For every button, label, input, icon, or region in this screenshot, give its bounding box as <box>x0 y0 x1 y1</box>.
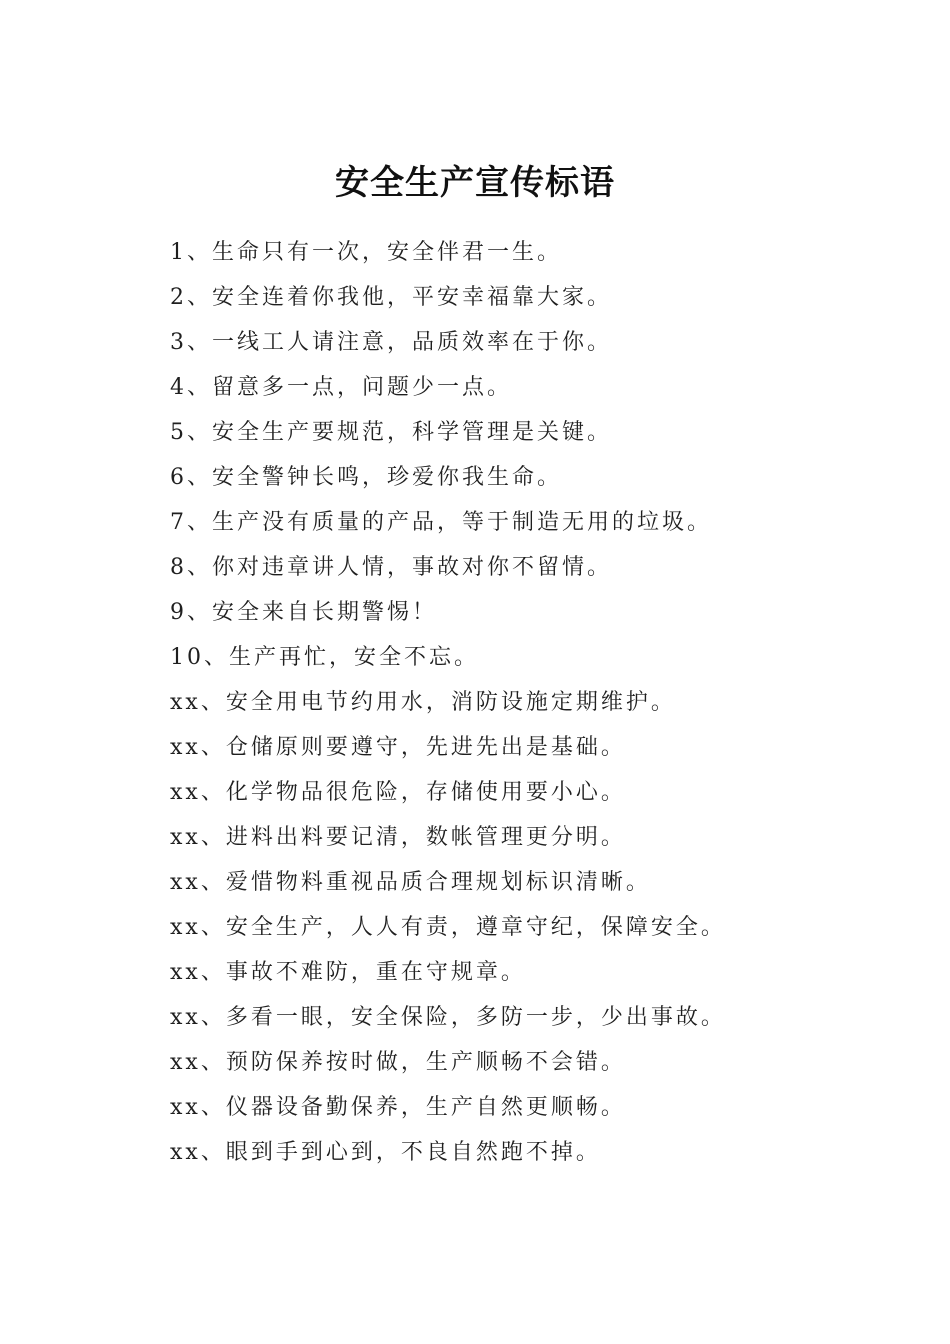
slogan-item: 9、安全来自长期警惕！ <box>170 600 437 625</box>
slogan-item: xx、眼到手到心到，不良自然跑不掉。 <box>170 1140 601 1165</box>
slogan-item: 6、安全警钟长鸣，珍爱你我生命。 <box>170 465 562 490</box>
slogan-item: 7、生产没有质量的产品，等于制造无用的垃圾。 <box>170 510 712 535</box>
slogan-item: 4、留意多一点，问题少一点。 <box>170 375 512 400</box>
slogan-item: xx、安全用电节约用水，消防设施定期维护。 <box>170 690 676 715</box>
slogan-item: xx、多看一眼，安全保险，多防一步，少出事故。 <box>170 1005 726 1030</box>
slogan-item: 10、生产再忙，安全不忘。 <box>170 645 479 670</box>
slogan-item: 3、一线工人请注意，品质效率在于你。 <box>170 330 612 355</box>
slogan-item: xx、安全生产，人人有责，遵章守纪，保障安全。 <box>170 915 726 940</box>
slogan-item: 8、你对违章讲人情，事故对你不留情。 <box>170 555 612 580</box>
slogan-item: xx、爱惜物料重视品质合理规划标识清晰。 <box>170 870 651 895</box>
slogan-item: xx、仪器设备勤保养，生产自然更顺畅。 <box>170 1095 626 1120</box>
slogan-item: xx、事故不难防，重在守规章。 <box>170 960 526 985</box>
slogan-item: xx、化学物品很危险，存储使用要小心。 <box>170 780 626 805</box>
slogan-item: 5、安全生产要规范，科学管理是关键。 <box>170 420 612 445</box>
document-title: 安全生产宣传标语 <box>335 162 615 203</box>
slogan-item: xx、进料出料要记清，数帐管理更分明。 <box>170 825 626 850</box>
slogan-item: xx、预防保养按时做，生产顺畅不会错。 <box>170 1050 626 1075</box>
slogan-item: xx、仓储原则要遵守，先进先出是基础。 <box>170 735 626 760</box>
slogan-item: 1、生命只有一次，安全伴君一生。 <box>170 240 562 265</box>
slogan-item: 2、安全连着你我他，平安幸福靠大家。 <box>170 285 612 310</box>
slogan-list <box>170 230 890 1175</box>
